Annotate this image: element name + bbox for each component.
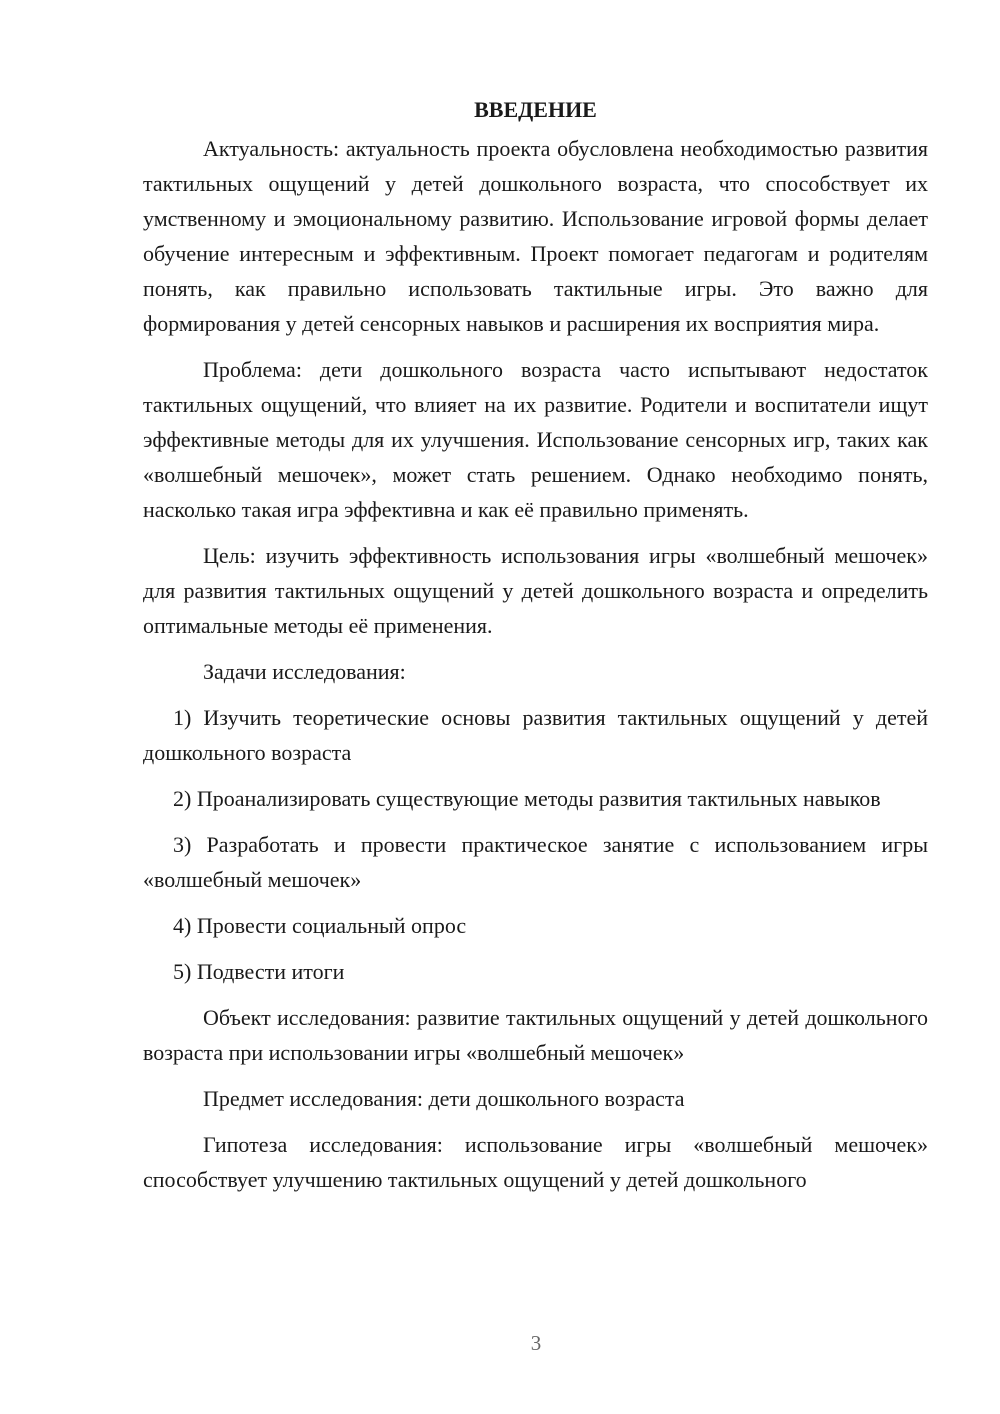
page-content [143,93,928,1208]
task-item: 5) Подвести итоги [173,959,345,984]
task-item: 4) Провести социальный опрос [173,913,467,938]
subject-paragraph: Предмет исследования: дети дошкольного возраста [203,1086,685,1111]
problem-paragraph: Проблема: дети дошкольного возраста часто испытывают недостаток тактильных ощущений, что влияет на их развитие. Родители и воспитатели ищут эффективные методы для их улучшения. Использование сенсорных игр, таких как «волшебный мешочек», может стать решением. Однако необходимо понять, насколько такая игра эффективна и как её правильно применять. [143,357,928,522]
page-number: 3 [530,1331,542,1355]
object-paragraph: Объект исследования: развитие тактильных ощущений у детей дошкольного возраста при использовании игры «волшебный мешочек» [143,1005,928,1065]
task-item: 3) Разработать и провести практическое занятие с использованием игры «волшебный мешочек» [143,832,928,892]
task-item: 2) Проанализировать существующие методы развития тактильных навыков [173,786,881,811]
tasks-heading: Задачи исследования: [203,659,406,684]
relevance-paragraph: Актуальность: актуальность проекта обусловлена необходимостью развития тактильных ощущений у детей дошкольного возраста, что способствует их умственному и эмоциональному развитию. Использование игровой формы делает обучение интересным и эффективным. Проект помогает педагогам и родителям понять, как правильно использовать тактильные игры. Это важно для формирования у детей сенсорных навыков и расширения их восприятия мира. [143,136,928,336]
hypothesis-paragraph: Гипотеза исследования: использование игры «волшебный мешочек» способствует улучшению тактильных ощущений у детей дошкольного [143,1132,928,1192]
page-title: ВВЕДЕНИЕ [474,97,597,122]
task-item: 1) Изучить теоретические основы развития тактильных ощущений у детей дошкольного возраста [143,705,928,765]
goal-paragraph: Цель: изучить эффективность использования игры «волшебный мешочек» для развития тактильных ощущений у детей дошкольного возраста и определить оптимальные методы её применения. [143,543,928,638]
